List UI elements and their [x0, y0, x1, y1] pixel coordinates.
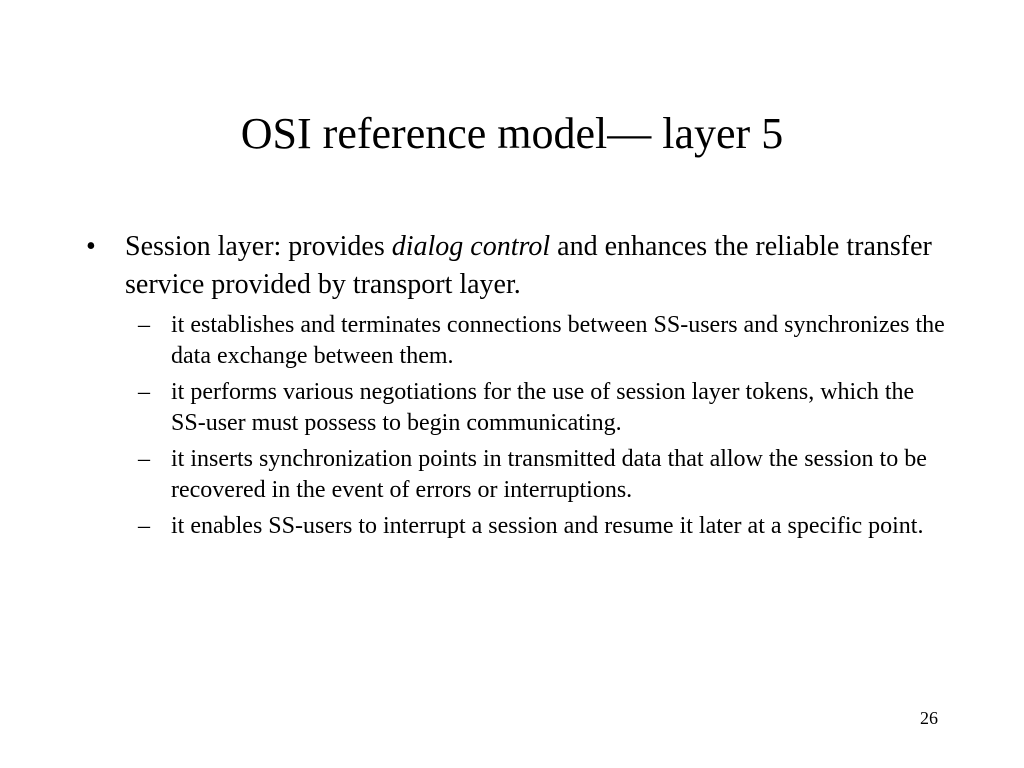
page-number: 26	[920, 708, 938, 728]
main-bullet	[86, 228, 946, 304]
bullet-text-before: Session layer: provides	[125, 231, 392, 262]
sub-point-list	[86, 310, 946, 542]
bullet-text-emphasis: dialog control	[391, 231, 551, 262]
sub-point-marker: –	[138, 379, 150, 405]
sub-point-marker: –	[138, 312, 150, 338]
sub-point-text: it establishes and terminates connections between SS-users and synchronizes the data exchange between them.	[171, 312, 945, 369]
sub-point-text: it enables SS-users to interrupt a session and resume it later at a specific point.	[171, 513, 924, 539]
bullet-marker: •	[86, 231, 96, 262]
sub-point	[86, 444, 946, 506]
sub-point	[86, 511, 946, 542]
slide-content	[86, 228, 946, 547]
sub-point	[86, 310, 946, 372]
sub-point-text: it inserts synchronization points in transmitted data that allow the session to be recovered in the event of errors or interruptions.	[171, 446, 927, 503]
sub-point	[86, 377, 946, 439]
sub-point-marker: –	[138, 513, 150, 539]
bullet-text-after: and enhances the reliable transfer service provided by transport layer.	[125, 231, 932, 300]
sub-point-text: it performs various negotiations for the use of session layer tokens, which the SS-user must possess to begin communicating.	[171, 379, 915, 436]
slide-title: OSI reference model— layer 5	[240, 109, 784, 158]
sub-point-marker: –	[138, 446, 150, 472]
